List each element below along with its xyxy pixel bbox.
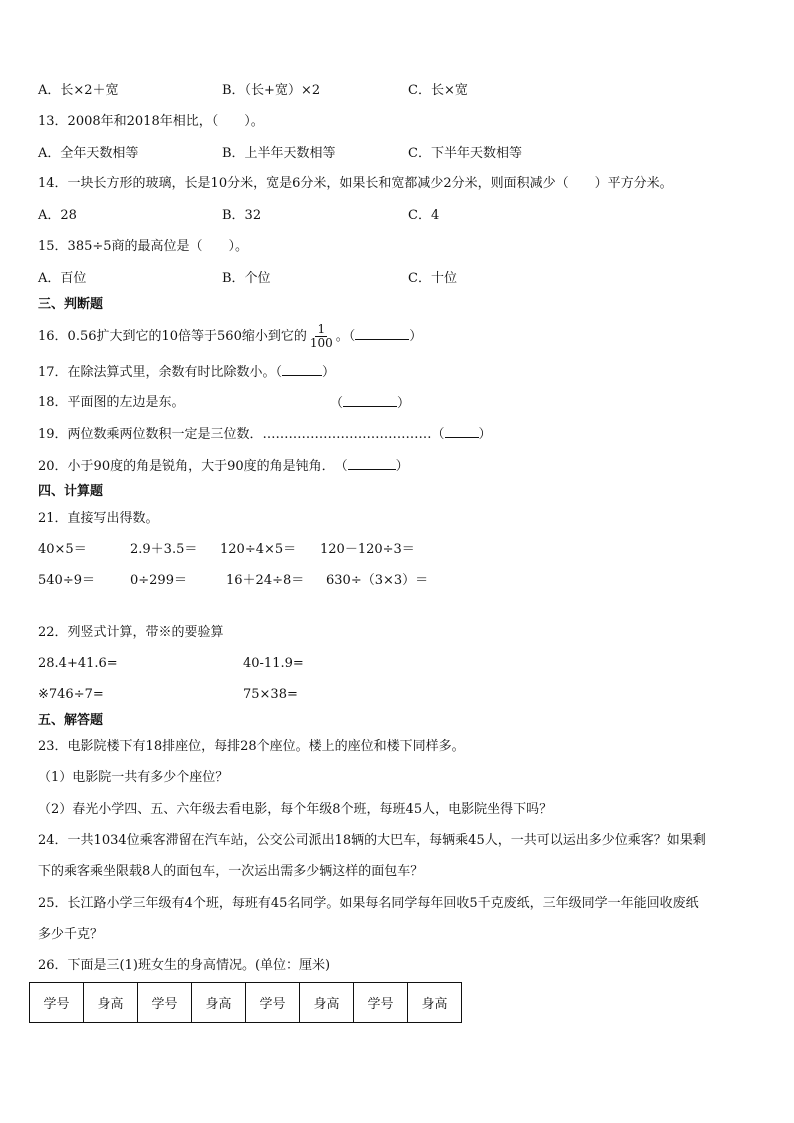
section-4-title: 四、计算题 <box>38 484 104 499</box>
q16-paren-close: ） <box>409 329 423 344</box>
question-17 <box>38 363 335 382</box>
q15-option-c: C．十位 <box>408 271 457 286</box>
table-header-cell: 身高 <box>300 983 354 1023</box>
question-26: 26．下面是三(1)班女生的身高情况。(单位：厘米) <box>38 958 331 973</box>
q18-answer <box>330 394 410 413</box>
q17-paren-close: ） <box>322 365 336 380</box>
section-3-title: 三、判断题 <box>38 297 104 312</box>
vertical-calc-item: ※746÷7= <box>38 687 104 702</box>
question-25-line2: 多少千克？ <box>38 927 104 942</box>
q18-answer-blank[interactable] <box>343 394 397 407</box>
q14-option-a: A．28 <box>38 208 77 223</box>
q17-answer-blank[interactable] <box>282 363 322 376</box>
q15-option-b: B．个位 <box>222 271 271 286</box>
question-14: 14．一块长方形的玻璃，长是10分米，宽是6分米，如果长和宽都减少2分米，则面积减少（ ）平方分米。 <box>38 176 673 191</box>
calc-item: 120÷4×5＝ <box>220 542 297 557</box>
vertical-calc-item: 40-11.9= <box>243 656 304 671</box>
table-header-cell: 身高 <box>192 983 246 1023</box>
table-row <box>30 983 462 1023</box>
q19-text: 19．两位数乘两位数积一定是三位数．…………………………………（ <box>38 427 445 442</box>
question-21-title: 21．直接写出得数。 <box>38 511 159 526</box>
calc-item: 40×5＝ <box>38 542 87 557</box>
question-24-line2: 下的乘客乘坐限载8人的面包车，一次运出需多少辆这样的面包车？ <box>38 864 424 879</box>
question-23-sub2: （2）春光小学四、五、六年级去看电影，每个年级8个班，每班45人，电影院坐得下吗？ <box>38 802 553 817</box>
q19-paren-close: ） <box>478 427 492 442</box>
calc-item: 540÷9＝ <box>38 573 95 588</box>
table-header-cell: 学号 <box>30 983 84 1023</box>
q15-option-a: A．百位 <box>38 271 87 286</box>
q19-answer-blank[interactable] <box>445 425 479 438</box>
q12-option-a: A．长×2＋宽 <box>38 83 119 98</box>
section-5-title: 五、解答题 <box>38 713 104 728</box>
q16-answer-blank[interactable] <box>355 327 409 340</box>
fraction-numerator: 1 <box>317 322 326 336</box>
q16-text: 16．0.56扩大到它的10倍等于560缩小到它的 <box>38 329 307 344</box>
table-header-cell: 身高 <box>408 983 462 1023</box>
calc-item: 16＋24÷8＝ <box>226 573 305 588</box>
q18-paren-open: （ <box>330 396 344 411</box>
q17-text: 17．在除法算式里，余数有时比除数小。（ <box>38 365 283 380</box>
vertical-calc-item: 75×38= <box>243 687 298 702</box>
q20-text: 20．小于90度的角是锐角，大于90度的角是钝角． （ <box>38 459 348 474</box>
question-19 <box>38 425 492 444</box>
q16-paren-open: 。（ <box>335 329 356 344</box>
question-20 <box>38 457 409 476</box>
q14-option-c: C．4 <box>408 208 440 223</box>
question-24-line1: 24．一共1034位乘客滞留在汽车站，公交公司派出18辆的大巴车，每辆乘45人，一共可以运出多少位乘客？如果剩 <box>38 833 706 848</box>
q13-option-b: B．上半年天数相等 <box>222 146 336 161</box>
question-18: 18．平面图的左边是东。 <box>38 395 185 410</box>
table-header-cell: 学号 <box>354 983 408 1023</box>
question-15: 15．385÷5商的最高位是（ ）。 <box>38 239 249 254</box>
table-header-cell: 身高 <box>84 983 138 1023</box>
fraction-denominator: 100 <box>309 336 333 350</box>
q13-option-c: C．下半年天数相等 <box>408 146 522 161</box>
calc-item: 0÷299＝ <box>130 573 187 588</box>
question-22-title: 22．列竖式计算，带※的要验算 <box>38 625 224 640</box>
question-13: 13．2008年和2018年相比，（ ）。 <box>38 114 264 129</box>
question-16 <box>38 323 422 350</box>
calc-item: 2.9＋3.5＝ <box>130 542 198 557</box>
q12-option-b: B．（长+宽）×2 <box>222 83 321 98</box>
question-23-sub1: （1）电影院一共有多少个座位？ <box>38 770 229 785</box>
vertical-calc-item: 28.4+41.6= <box>38 656 118 671</box>
calc-item: 120－120÷3＝ <box>320 542 415 557</box>
q12-option-c: C．长×宽 <box>408 83 468 98</box>
question-23: 23．电影院楼下有18排座位，每排28个座位。楼上的座位和楼下同样多。 <box>38 739 465 754</box>
q20-answer-blank[interactable] <box>348 457 396 470</box>
q18-paren-close: ） <box>397 396 411 411</box>
question-25-line1: 25．长江路小学三年级有4个班，每班有45名同学。如果每名同学每年回收5千克废纸，三年级同学一年能回收废纸 <box>38 896 699 911</box>
q14-option-b: B．32 <box>222 208 262 223</box>
q13-option-a: A．全年天数相等 <box>38 146 139 161</box>
fraction-1-100 <box>309 323 334 350</box>
calc-item: 630÷（3×3）＝ <box>326 573 429 588</box>
q20-paren-close: ） <box>395 459 409 474</box>
height-table <box>29 982 462 1023</box>
table-header-cell: 学号 <box>246 983 300 1023</box>
table-header-cell: 学号 <box>138 983 192 1023</box>
